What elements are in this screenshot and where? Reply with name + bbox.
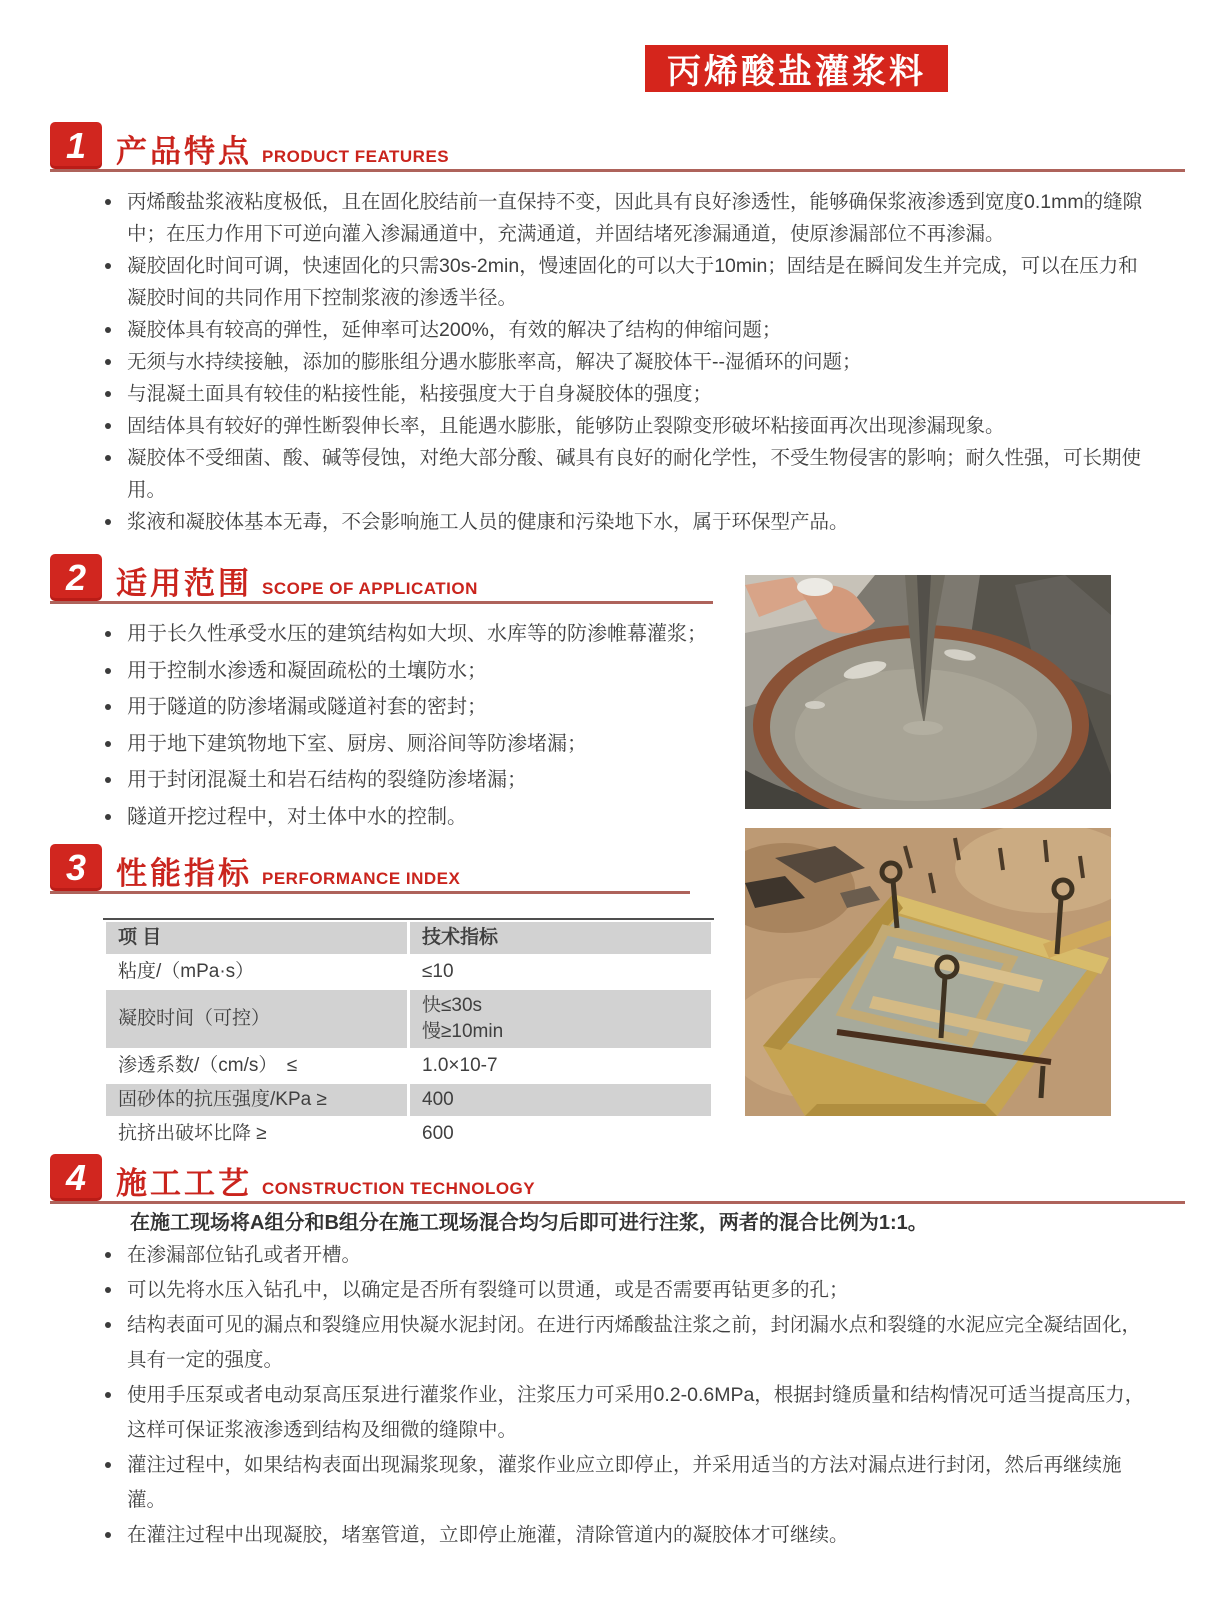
section-title-en: PRODUCT FEATURES — [262, 147, 450, 166]
table-cell-value: 1.0×10-7 — [422, 1055, 498, 1076]
list-item — [105, 1238, 1155, 1273]
bullet-dot — [105, 359, 111, 365]
bullet-dot — [105, 263, 111, 269]
bullet-text: 结构表面可见的漏点和裂缝应用快凝水泥封闭。在进行丙烯酸盐注浆之前，封闭漏水点和裂缝的水泥应完全凝结固化，具有一定的强度。 — [127, 1314, 1142, 1371]
list-item — [105, 1518, 1155, 1553]
list-item — [105, 1448, 1155, 1518]
section-4-header — [50, 1154, 535, 1201]
bullet-text: 与混凝土面具有较佳的粘接性能，粘接强度大于自身凝胶体的强度； — [127, 383, 713, 405]
list-item — [105, 1273, 1155, 1308]
bullet-text: 凝胶体具有较高的弹性，延伸率可达200%，有效的解决了结构的伸缩问题； — [127, 319, 782, 341]
section-title-cn: 适用范围 — [116, 566, 252, 601]
table-row — [106, 956, 711, 988]
intro-paragraph: 在施工现场将A组分和B组分在施工现场混合均匀后即可进行注浆，两者的混合比例为1:1。 — [130, 1212, 928, 1234]
table-row — [106, 1118, 711, 1150]
section-underline — [50, 601, 713, 604]
bullet-text: 丙烯酸盐浆液粘度极低，且在固化胶结前一直保持不变，因此具有良好渗透性，能够确保浆液渗透到宽度0.1mm的缝隙中；在压力作用下可逆向灌入渗漏通道中，充满通道，并固结堵死渗漏通道，使原渗漏部位不再渗漏。 — [127, 191, 1143, 245]
table-cell-item: 渗透系数/（cm/s） ≤ — [118, 1055, 298, 1076]
table-header-item: 项 目 — [106, 922, 407, 954]
list-item — [105, 442, 1150, 506]
bullet-dot — [105, 741, 111, 747]
bullet-dot — [105, 777, 111, 783]
bullet-dot — [105, 1252, 111, 1258]
list-item — [105, 616, 735, 653]
value-line-slow: 慢≥10min — [422, 1021, 504, 1042]
table-row — [106, 990, 711, 1048]
bullet-text: 在灌注过程中出现凝胶，堵塞管道，立即停止施灌，清除管道内的凝胶体才可继续。 — [127, 1524, 849, 1546]
section-title-cn: 性能指标 — [116, 856, 252, 891]
page-title-banner: 丙烯酸盐灌浆料 — [645, 45, 948, 92]
bullet-dot — [105, 668, 111, 674]
bullet-dot — [105, 1287, 111, 1293]
section-underline — [50, 169, 1185, 172]
list-item — [105, 726, 735, 763]
list-item — [105, 250, 1150, 314]
performance-table — [103, 920, 714, 1152]
section-title-cn: 施工工艺 — [116, 1166, 252, 1201]
table-row — [106, 1084, 711, 1116]
table-cell-value: 400 — [410, 1084, 711, 1116]
scope-of-application-list — [105, 616, 735, 835]
list-item — [105, 346, 1150, 378]
list-item — [105, 314, 1150, 346]
bullet-dot — [105, 1462, 111, 1468]
section-underline — [50, 891, 690, 894]
bullet-text: 在渗漏部位钻孔或者开槽。 — [127, 1244, 362, 1266]
bullet-dot — [105, 1322, 111, 1328]
list-item — [105, 653, 735, 690]
list-item — [105, 410, 1150, 442]
section-1-header — [50, 122, 449, 169]
bullet-text: 用于控制水渗透和凝固疏松的土壤防水； — [127, 659, 487, 682]
table-cell-value — [410, 990, 711, 1048]
bullet-dot — [105, 814, 111, 820]
bullet-dot — [105, 1532, 111, 1538]
product-features-list — [105, 186, 1150, 538]
grout-mixing-photo — [745, 575, 1111, 809]
bullet-text: 浆液和凝胶体基本无毒，不会影响施工人员的健康和污染地下水，属于环保型产品。 — [127, 511, 849, 533]
construction-steps-list — [105, 1238, 1155, 1553]
table-cell-item: 粘度/（mPa·s） — [118, 961, 255, 982]
table-header-row — [106, 922, 711, 954]
list-item — [105, 762, 735, 799]
bullet-dot — [105, 1392, 111, 1398]
bullet-dot — [105, 704, 111, 710]
bullet-text: 可以先将水压入钻孔中，以确定是否所有裂缝可以贯通，或是否需要再钻更多的孔； — [127, 1279, 849, 1301]
list-item — [105, 1308, 1155, 1378]
bullet-dot — [105, 631, 111, 637]
table-cell-value: ≤10 — [422, 961, 454, 982]
bullet-text: 用于长久性承受水压的建筑结构如大坝、水库等的防渗帷幕灌浆； — [127, 623, 707, 645]
bullet-dot — [105, 423, 111, 429]
table-row — [106, 1050, 711, 1082]
bullet-text: 使用手压泵或者电动泵高压泵进行灌浆作业，注浆压力可采用0.2-0.6MPa，根据封缝质量和结构情况可适当提高压力，这样可保证浆液渗透到结构及细微的缝隙中。 — [127, 1384, 1145, 1441]
list-item — [105, 689, 735, 726]
bullet-text: 灌注过程中，如果结构表面出现漏浆现象，灌浆作业应立即停止，并采用适当的方法对漏点进行封闭，然后再继续施灌。 — [127, 1454, 1122, 1511]
section-3-header — [50, 844, 460, 891]
list-item — [105, 799, 735, 836]
bullet-dot — [105, 327, 111, 333]
list-item — [105, 186, 1150, 250]
bullet-dot — [105, 455, 111, 461]
bullet-text: 隧道开挖过程中，对土体中水的控制。 — [127, 805, 467, 828]
table-cell-value: 600 — [422, 1123, 454, 1144]
bullet-text: 凝胶体不受细菌、酸、碱等侵蚀，对绝大部分酸、碱具有良好的耐化学性，不受生物侵害的影响；耐久性强，可长期使用。 — [127, 447, 1142, 501]
bullet-dot — [105, 391, 111, 397]
bullet-text: 用于隧道的防渗堵漏或隧道衬套的密封； — [127, 696, 487, 718]
concrete-formwork-photo — [745, 828, 1111, 1116]
section-title-en: PERFORMANCE INDEX — [262, 869, 461, 888]
section-title-cn: 产品特点 — [116, 134, 252, 169]
list-item — [105, 378, 1150, 410]
list-item — [105, 1378, 1155, 1448]
section-number-badge: 4 — [50, 1154, 102, 1201]
table-header-value: 技术指标 — [410, 922, 711, 954]
section-title-en: CONSTRUCTION TECHNOLOGY — [262, 1179, 536, 1198]
bullet-text: 凝胶固化时间可调，快速固化的只需30s-2min，慢速固化的可以大于10min；固结是在瞬间发生并完成，可以在压力和凝胶时间的共同作用下控制浆液的渗透半径。 — [127, 255, 1138, 309]
section-2-header — [50, 554, 478, 601]
list-item — [105, 506, 1150, 538]
table-cell-item: 凝胶时间（可控） — [106, 990, 407, 1048]
section-underline — [50, 1201, 1185, 1204]
bullet-text: 无须与水持续接触，添加的膨胀组分遇水膨胀率高，解决了凝胶体干--湿循环的问题； — [127, 351, 862, 373]
bullet-text: 用于封闭混凝土和岩石结构的裂缝防渗堵漏； — [127, 769, 527, 791]
table-cell-item: 固砂体的抗压强度/KPa ≥ — [106, 1084, 407, 1116]
section-number-badge: 2 — [50, 554, 102, 601]
value-line-fast: 快≤30s — [422, 995, 483, 1016]
bullet-text: 用于地下建筑物地下室、厨房、厕浴间等防渗堵漏； — [127, 732, 587, 755]
bullet-dot — [105, 199, 111, 205]
table-cell-item: 抗挤出破坏比降 ≥ — [118, 1123, 267, 1144]
section-title-en: SCOPE OF APPLICATION — [262, 579, 478, 598]
section-number-badge: 3 — [50, 844, 102, 891]
bullet-dot — [105, 519, 111, 525]
bullet-text: 固结体具有较好的弹性断裂伸长率，且能遇水膨胀，能够防止裂隙变形破坏粘接面再次出现渗漏现象。 — [127, 415, 1005, 437]
section-number-badge: 1 — [50, 122, 102, 169]
